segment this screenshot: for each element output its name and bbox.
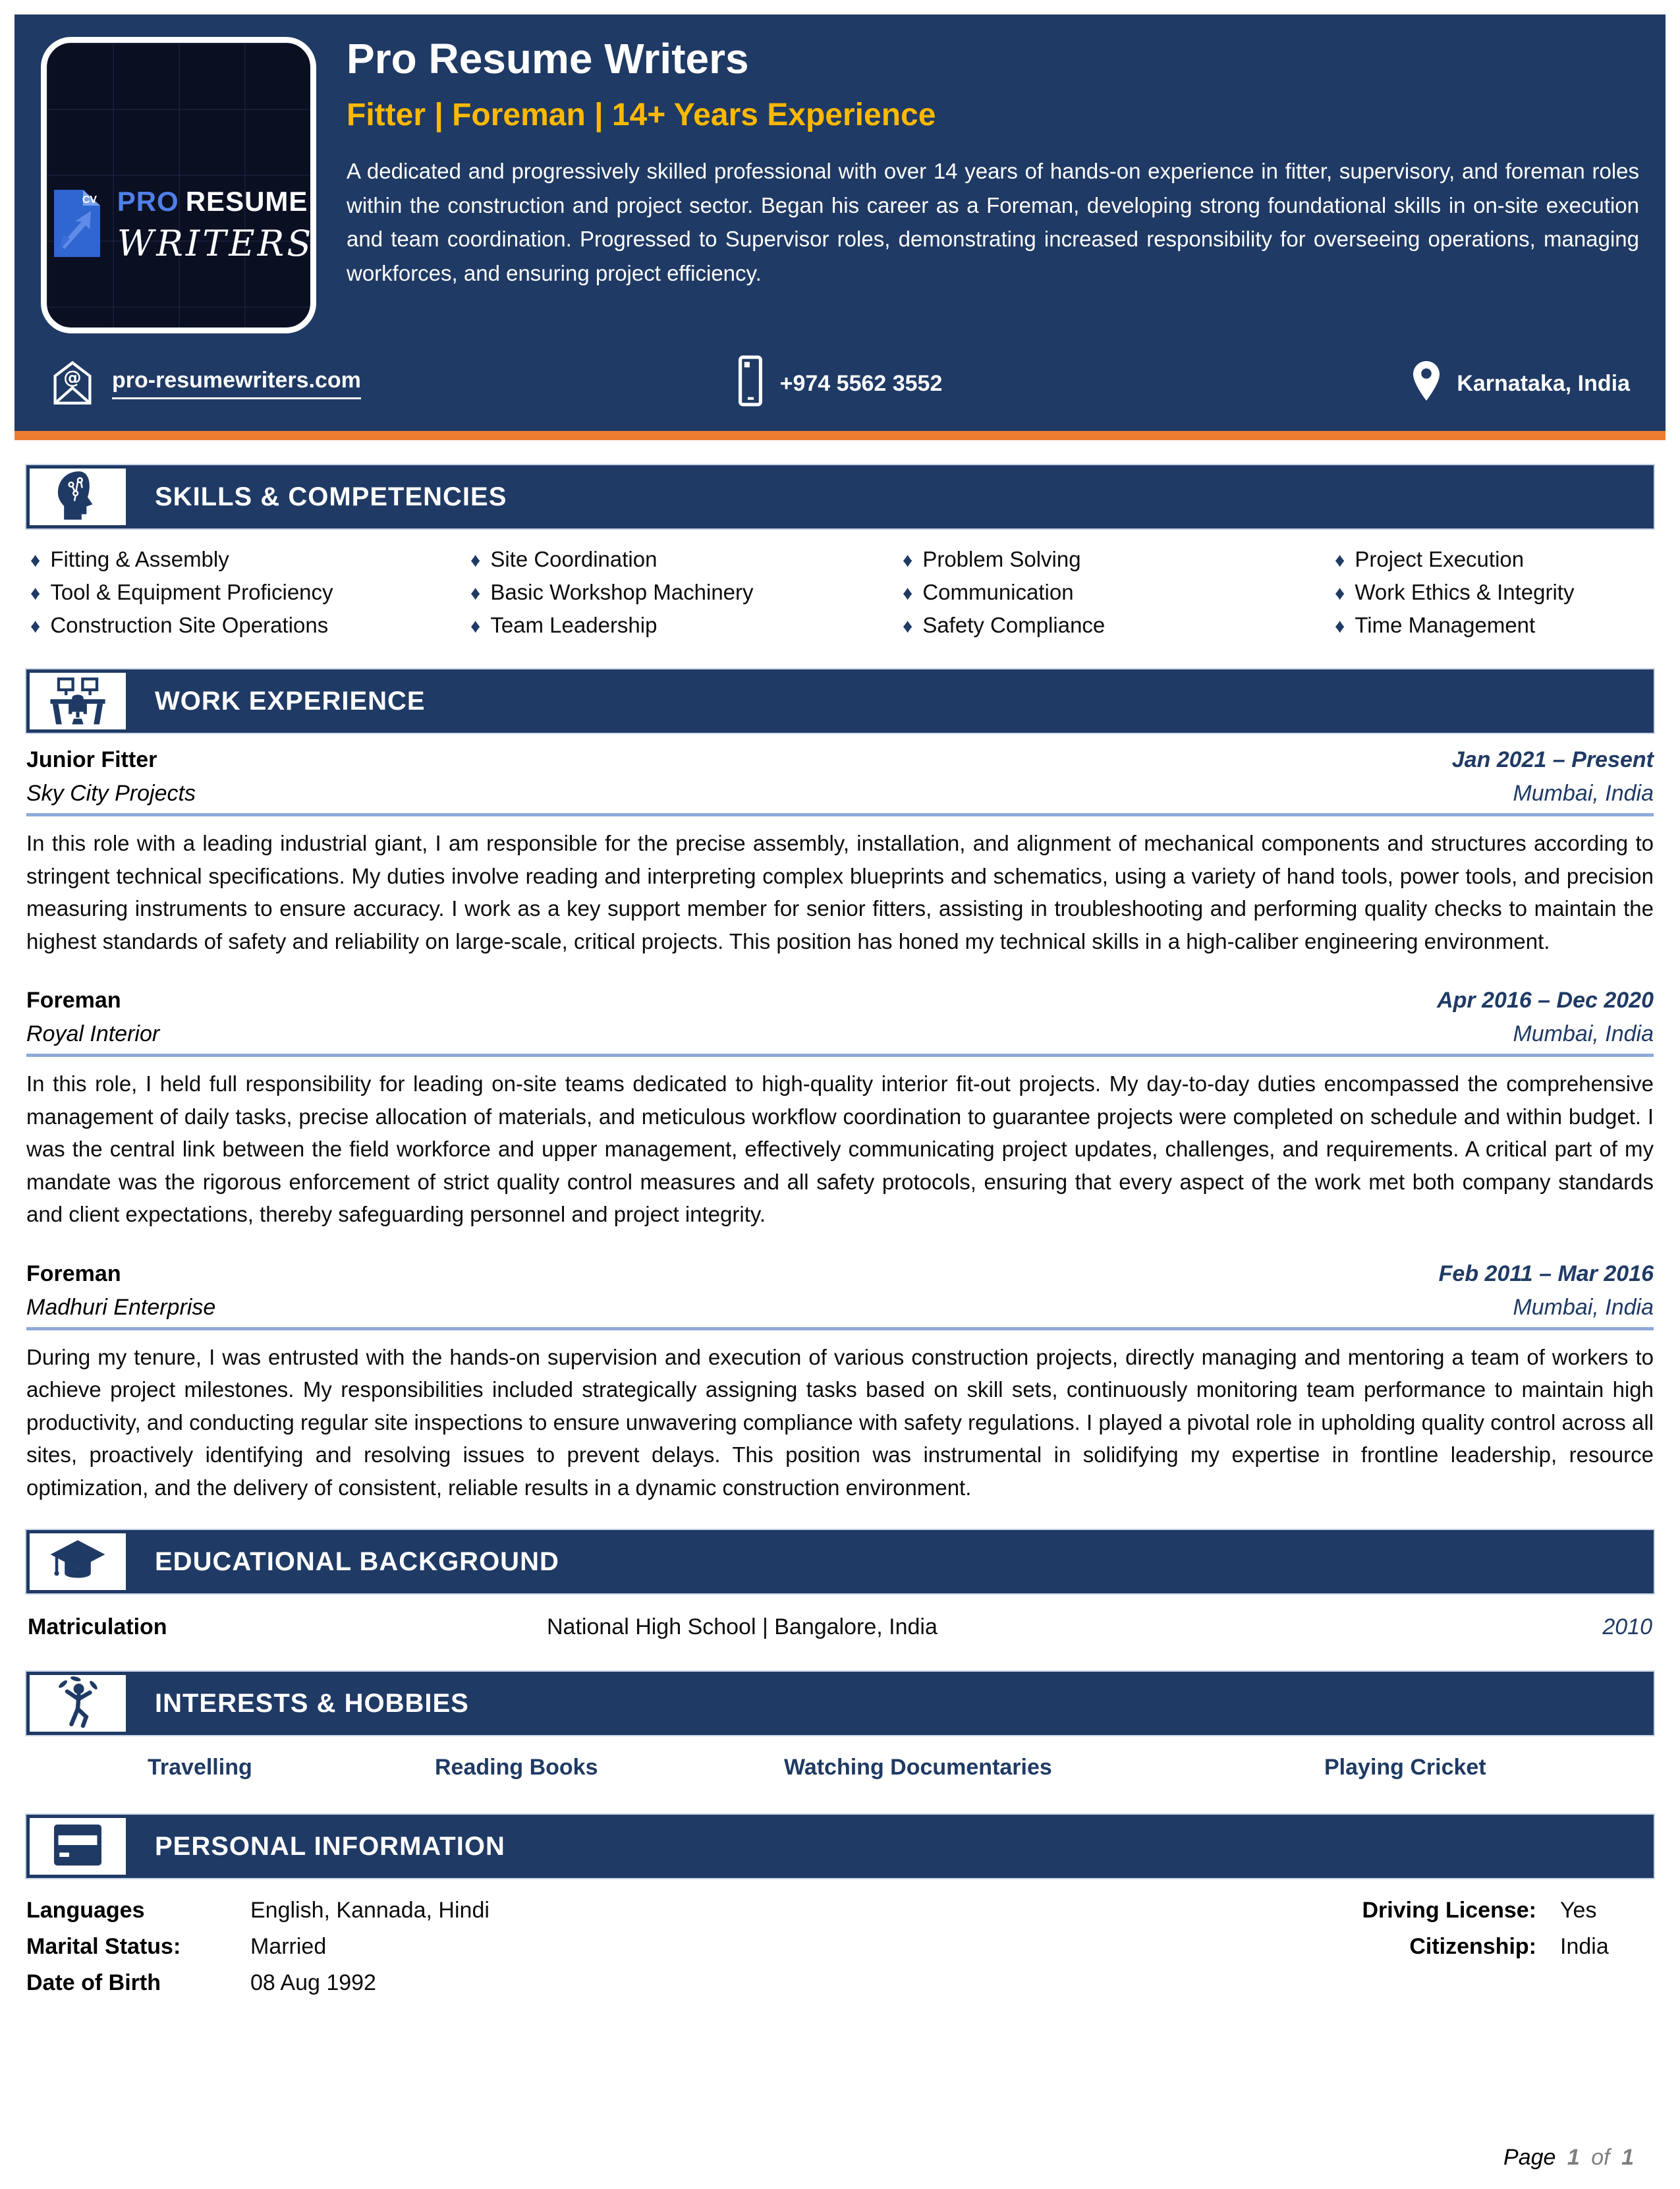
section-header-skills [26, 465, 1654, 528]
diamond-bullet-icon: ♦ [1335, 583, 1345, 604]
job-location: Mumbai, India [1513, 1294, 1654, 1320]
accent-divider [14, 431, 1666, 440]
job-entry [26, 988, 1654, 1231]
skill-item: ♦ Team Leadership [470, 613, 658, 637]
diamond-bullet-icon: ♦ [903, 615, 913, 637]
interests-list [26, 1755, 1654, 1780]
personal-label: Citizenship: [1409, 1934, 1536, 1959]
section-header-experience [26, 669, 1654, 733]
education-entry [26, 1614, 1654, 1640]
job-company: Sky City Projects [26, 781, 196, 806]
website-link[interactable]: pro-resumewriters.com [112, 368, 361, 399]
job-dates: Apr 2016 – Dec 2020 [1437, 988, 1654, 1013]
personal-label: Date of Birth [26, 1970, 161, 1995]
personal-label: Driving License: [1362, 1898, 1536, 1923]
location-pin-icon [1413, 361, 1440, 407]
svg-text:@: @ [63, 367, 82, 388]
skill-item: ♦ Construction Site Operations [30, 613, 329, 637]
logo-word-pro: PRO [117, 185, 179, 217]
education-section-title: EDUCATIONAL BACKGROUND [155, 1547, 559, 1576]
personal-value: Yes [1560, 1898, 1597, 1923]
job-separator [26, 1054, 1654, 1057]
job-title: Junior Fitter [26, 747, 157, 772]
section-header-personal [26, 1815, 1654, 1878]
education-icon-box [30, 1533, 126, 1590]
interests-icon-box [30, 1675, 126, 1732]
phone-number: +974 5562 3552 [779, 370, 943, 396]
job-company: Madhuri Enterprise [26, 1294, 216, 1320]
juggler-icon [51, 1676, 104, 1732]
graduation-cap-icon [46, 1537, 109, 1587]
personal-value: English, Kannada, Hindi [250, 1898, 490, 1923]
location-text: Karnataka, India [1457, 370, 1630, 396]
job-title: Foreman [26, 988, 121, 1013]
personal-value: Married [250, 1934, 327, 1959]
personal-value: India [1560, 1934, 1609, 1959]
interests-section-title: INTERESTS & HOBBIES [155, 1688, 469, 1718]
diamond-bullet-icon: ♦ [1335, 615, 1345, 637]
contact-phone [738, 355, 943, 412]
contact-website [50, 356, 738, 412]
education-school: National High School | Bangalore, India [547, 1614, 938, 1639]
diamond-bullet-icon: ♦ [903, 583, 913, 604]
workstation-icon [45, 674, 111, 729]
skills-section-title: SKILLS & COMPETENCIES [155, 482, 507, 511]
skill-item: ♦ Tool & Equipment Proficiency [30, 580, 333, 604]
job-company: Royal Interior [26, 1021, 160, 1046]
diamond-bullet-icon: ♦ [30, 550, 41, 571]
job-dates: Jan 2021 – Present [1451, 747, 1654, 772]
logo-word-resume: RESUME [185, 185, 308, 217]
skill-item: ♦ Communication [903, 580, 1074, 604]
cv-document-icon [43, 187, 107, 263]
skill-item: ♦ Site Coordination [470, 547, 658, 571]
interest-item: Playing Cricket [1324, 1755, 1486, 1780]
interest-item: Reading Books [435, 1755, 598, 1780]
page-subtitle: Fitter | Foreman | 14+ Years Experience [347, 98, 936, 133]
experience-section-title: WORK EXPERIENCE [155, 686, 426, 716]
job-description: In this role, I held full responsibility for leading on-site teams dedicated to high-quality interior fit-out projects. My day-to-day duties encompassed the comprehensive management of daily tasks, precise allocation of materials, and meticulous workflow coordination to guarantee projects were completed on schedule and within budget. I was the central link between the field workforce and upper management, effectively communicating project updates, challenges, and requirements. A critical part of my mandate was the rigorous enforcement of strict quality control measures and all safety protocols, ensuring that every aspect of the work met both company standards and client expectations, thereby safeguarding personnel and project integrity. [26, 1071, 1654, 1226]
logo-word-writers: WRITERS [117, 222, 314, 264]
section-header-education [26, 1530, 1654, 1593]
skill-item: ♦ Problem Solving [903, 547, 1081, 571]
experience-icon-box [30, 673, 126, 729]
personal-icon-box [30, 1818, 126, 1875]
diamond-bullet-icon: ♦ [470, 615, 481, 637]
contact-location [1413, 361, 1630, 407]
email-icon [50, 356, 95, 412]
skill-item: ♦ Basic Workshop Machinery [470, 580, 754, 604]
job-dates: Feb 2011 – Mar 2016 [1438, 1261, 1654, 1286]
personal-row [1232, 1898, 1654, 1923]
header [14, 14, 1666, 431]
job-separator [26, 1327, 1654, 1330]
personal-row [26, 1934, 490, 1960]
diamond-bullet-icon: ♦ [903, 550, 913, 571]
skill-item: ♦ Project Execution [1335, 547, 1525, 571]
section-header-interests [26, 1672, 1654, 1735]
personal-info [26, 1898, 1654, 1996]
page-title: Pro Resume Writers [347, 35, 749, 82]
personal-value: 08 Aug 1992 [250, 1970, 376, 1995]
diamond-bullet-icon: ♦ [470, 583, 481, 604]
brand-logo [41, 37, 316, 333]
interest-item: Watching Documentaries [784, 1755, 1052, 1780]
footer-page-number: 1 [1567, 2145, 1580, 2170]
personal-row [1232, 1934, 1654, 1960]
job-entry [26, 747, 1654, 957]
job-separator [26, 813, 1654, 816]
skills-grid [26, 528, 1654, 646]
job-location: Mumbai, India [1513, 781, 1654, 806]
skill-item: ♦ Time Management [1335, 613, 1536, 637]
personal-row [26, 1970, 490, 1996]
logo-wordmark [117, 186, 314, 217]
job-title: Foreman [26, 1261, 121, 1286]
diamond-bullet-icon: ♦ [30, 583, 41, 604]
skills-icon-box [30, 469, 126, 525]
svg-text:CV: CV [82, 194, 97, 206]
phone-icon [738, 355, 763, 412]
footer-of-label: of [1591, 2145, 1610, 2170]
footer-total-pages: 1 [1621, 2145, 1634, 2170]
contact-bar [41, 349, 1639, 418]
education-year: 2010 [1602, 1614, 1652, 1639]
skill-item: ♦ Fitting & Assembly [30, 547, 229, 571]
job-description: In this role with a leading industrial giant, I am responsible for the precise assembly, installation, and alignment of mechanical components and structures according to stringent technical specifications. My duties involve reading and interpreting complex blueprints and schematics, using a variety of hand tools, power tools, and precision measuring instruments to ensure accuracy. I work as a key support member for senior fitters, assisting in troubleshooting and performing quality checks to maintain the highest standards of safety and reliability on large-scale, critical projects. This position has honed my technical skills in a high-caliber engineering environment. [26, 831, 1654, 953]
diamond-bullet-icon: ♦ [470, 550, 481, 571]
skill-item: ♦ Work Ethics & Integrity [1335, 580, 1575, 604]
main-content [14, 465, 1666, 1996]
interest-item: Travelling [148, 1755, 252, 1780]
job-entry [26, 1261, 1654, 1504]
footer-page-label: Page [1503, 2145, 1556, 2170]
page-footer [1503, 2145, 1634, 2171]
skill-item: ♦ Safety Compliance [903, 613, 1106, 637]
job-description: During my tenure, I was entrusted with the hands-on supervision and execution of various construction projects, directly managing and mentoring a team of workers to achieve project milestones. My responsibilities included strategically assigning tasks based on skill sets, continuously monitoring team performance to maintain high productivity, and conducting regular site inspections to ensure unwavering compliance with safety regulations. I played a pivotal role in upholding quality control across all sites, proactively identifying and resolving issues to prevent delays. This position was instrumental in solidifying my expertise in frontline leadership, resource optimization, and the delivery of consistent, reliable results in a dynamic construction environment. [26, 1344, 1654, 1500]
personal-section-title: PERSONAL INFORMATION [155, 1831, 505, 1861]
personal-row [26, 1898, 490, 1923]
resume-page [0, 14, 1680, 2189]
diamond-bullet-icon: ♦ [30, 615, 41, 637]
profile-summary: A dedicated and progressively skilled professional with over 14 years of hands-on experience in fitter, supervisory, and foreman roles within the construction and project sector. Began his career as a Foreman, developing strong foundational skills in on-site execution and team coordination. Progressed to Supervisor roles, demonstrating increased responsibility for overseeing operations, managing workforces, and ensuring project efficiency. [347, 159, 1639, 285]
id-card-icon [50, 1821, 105, 1872]
brain-head-icon [47, 469, 108, 525]
personal-label: Languages [26, 1898, 145, 1923]
education-degree: Matriculation [28, 1614, 167, 1639]
diamond-bullet-icon: ♦ [1335, 550, 1345, 571]
personal-label: Marital Status: [26, 1934, 181, 1959]
job-location: Mumbai, India [1513, 1021, 1654, 1046]
